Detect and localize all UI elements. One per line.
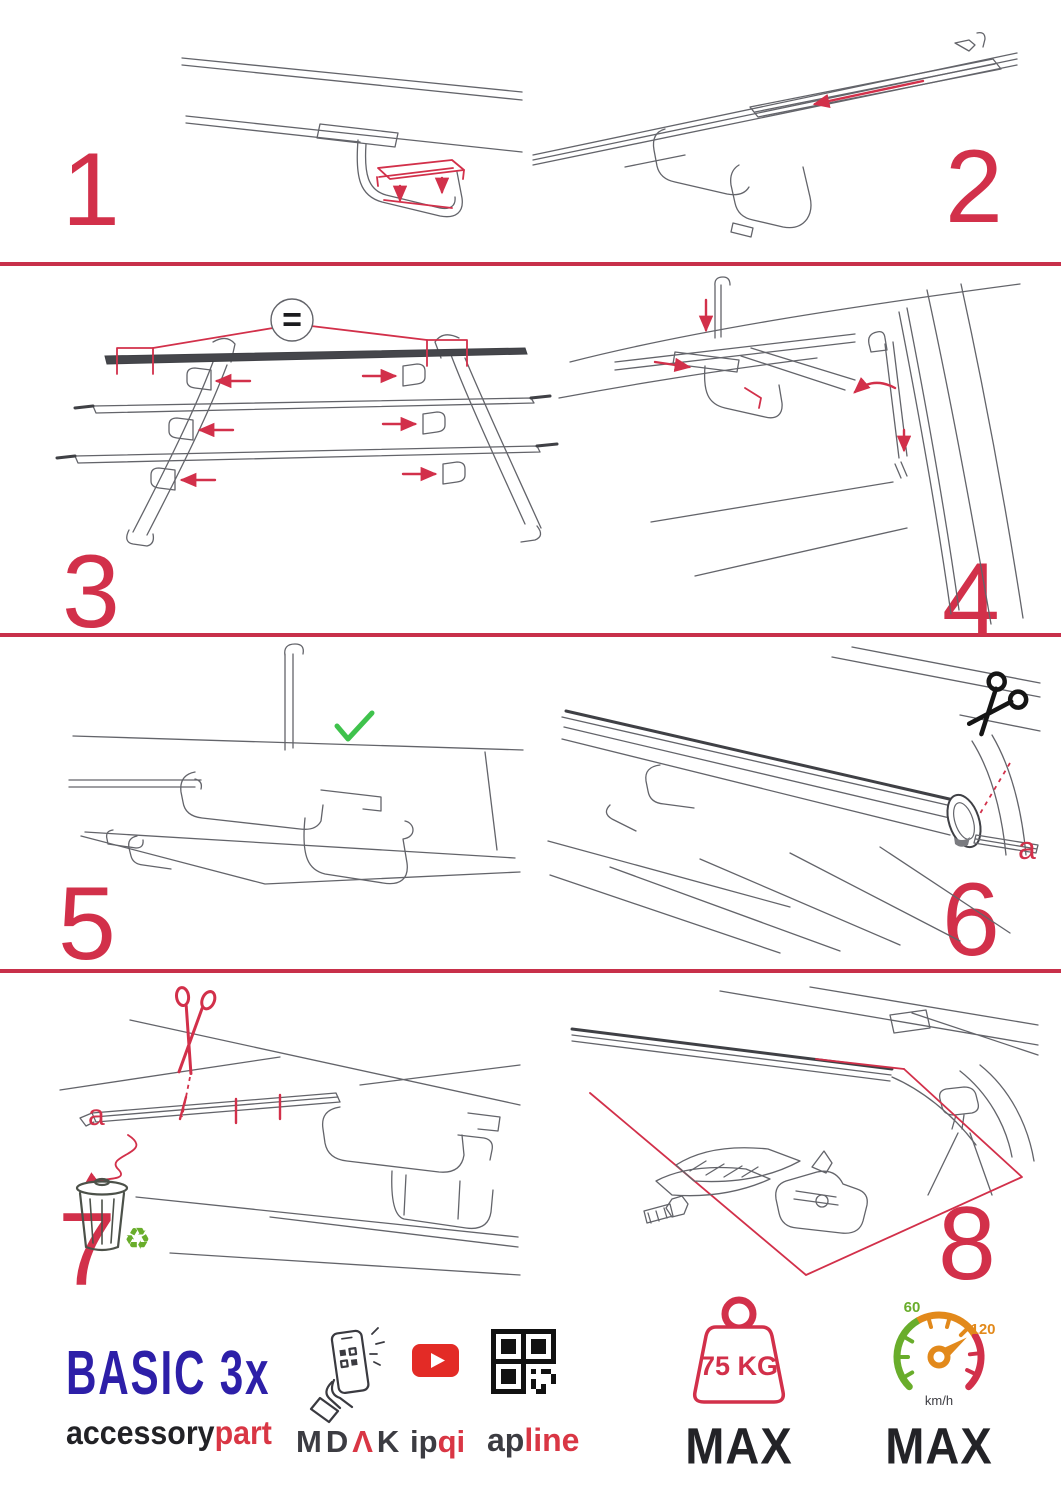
allen-key	[869, 332, 907, 478]
scissors-icon	[958, 670, 1029, 743]
qr-code-icon	[491, 1329, 556, 1394]
step-5-illustration	[45, 640, 535, 940]
weight-75kg-icon	[672, 1293, 806, 1415]
weight-value: 75 KG	[699, 1351, 779, 1381]
speed-high-label: 120	[970, 1321, 996, 1338]
speed-unit-label: km/h	[924, 1393, 954, 1408]
equal-sign: =	[282, 301, 302, 339]
step-6-number: 6	[942, 862, 1000, 978]
step-8-illustration	[560, 985, 1040, 1285]
zoom-leader-lines	[590, 1069, 1022, 1275]
step-5-number: 5	[58, 866, 116, 982]
ipqi-logo: ipqi	[410, 1424, 466, 1459]
rubber-pad	[377, 160, 464, 208]
speedometer-icon	[876, 1293, 1002, 1411]
allen-key	[285, 644, 304, 750]
step-6-illustration	[540, 645, 1040, 955]
step-1-number: 1	[62, 132, 120, 248]
brand-title: BASIC 3x	[66, 1339, 271, 1409]
phone-scanning-qr-icon	[312, 1322, 388, 1414]
t-bolt	[644, 1196, 688, 1223]
mdak-logo: MDΛK	[296, 1424, 404, 1459]
step-4-illustration	[555, 270, 1035, 630]
check-icon	[337, 713, 372, 739]
youtube-icon	[412, 1344, 459, 1377]
section-divider-1	[0, 262, 1061, 266]
step-1-illustration	[170, 20, 530, 245]
step-3-number: 3	[62, 534, 120, 650]
step-3-illustration	[45, 280, 545, 580]
section-divider-3	[0, 969, 1061, 973]
step-7-number: 7	[58, 1192, 116, 1308]
speed-low-label: 60	[903, 1299, 921, 1316]
speed-max-label: MAX	[885, 1417, 993, 1475]
equal-badge	[271, 299, 313, 341]
brand-subtitle	[66, 1414, 272, 1452]
knob-adapter	[776, 1151, 868, 1233]
recycle-icon: ♻	[124, 1222, 151, 1257]
step-8-number: 8	[938, 1186, 996, 1302]
brand-subtitle-black: accessory	[66, 1414, 215, 1451]
label-a: a	[1018, 830, 1036, 866]
discard-squiggle	[86, 1135, 136, 1183]
label-a: a	[88, 1099, 105, 1132]
scissors-icon	[164, 985, 218, 1075]
step-4-number: 4	[942, 542, 1000, 658]
trash-can-icon	[77, 1179, 127, 1250]
step-2-illustration	[525, 15, 1025, 230]
rotate-arrow	[855, 383, 895, 392]
apline-logo: apline	[487, 1422, 580, 1458]
brand-subtitle-red: part	[214, 1414, 272, 1451]
step-2-number: 2	[945, 129, 1003, 245]
section-divider-2	[0, 633, 1061, 637]
weight-max-label: MAX	[685, 1417, 793, 1475]
step-7-illustration	[40, 985, 530, 1275]
